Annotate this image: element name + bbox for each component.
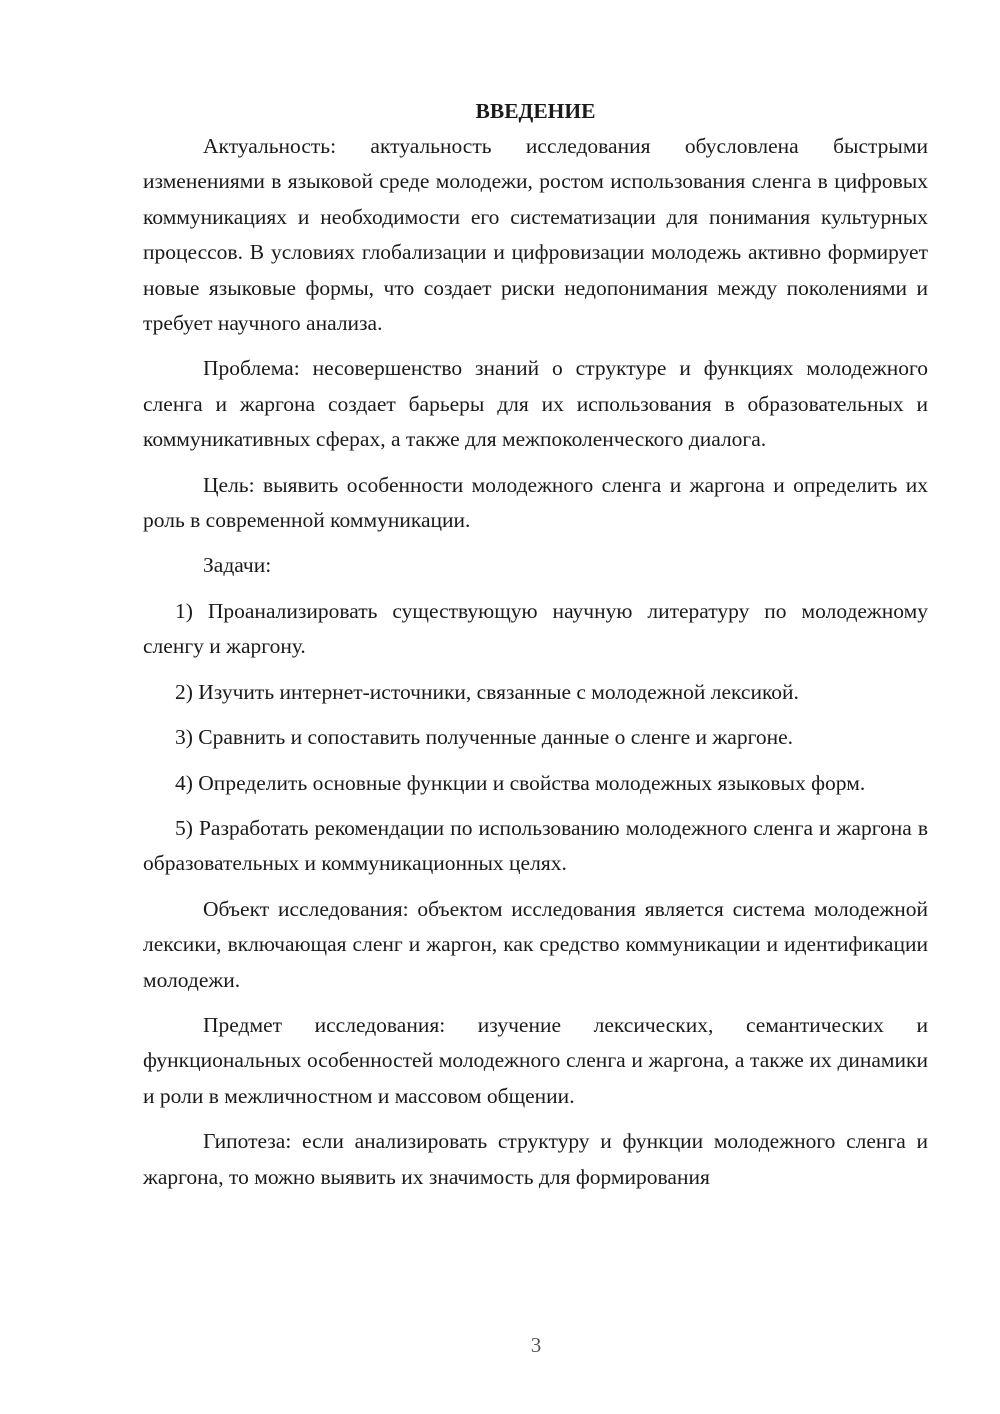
page-number: 3 xyxy=(530,1333,542,1357)
document-page xyxy=(143,94,928,1195)
task-item-2: 2) Изучить интернет-источники, связанные с молодежной лексикой. xyxy=(175,679,799,704)
paragraph-problem: Проблема: несовершенство знаний о структуре и функциях молодежного сленга и жаргона создает барьеры для их использования в образовательных и коммуникативных сферах, а также для межпоколенческого диалога. xyxy=(143,356,928,452)
paragraph-tasks-heading: Задачи: xyxy=(203,553,272,578)
paragraph-hypothesis: Гипотеза: если анализировать структуру и функции молодежного сленга и жаргона, то можно выявить их значимость для формирования xyxy=(143,1129,928,1189)
task-item-3: 3) Сравнить и сопоставить полученные данные о сленге и жаргоне. xyxy=(175,725,794,750)
paragraph-subject: Предмет исследования: изучение лексических, семантических и функциональных особенностей молодежного сленга и жаргона, а также их динамики и роли в межличностном и массовом общении. xyxy=(143,1012,928,1108)
task-item-5: 5) Разработать рекомендации по использованию молодежного сленга и жаргона в образовательных и коммуникационных целях. xyxy=(143,815,928,876)
section-title: ВВЕДЕНИЕ xyxy=(475,99,596,123)
task-item-1: 1) Проанализировать существующую научную литературу по молодежному сленгу и жаргону. xyxy=(143,598,928,659)
paragraph-object: Объект исследования: объектом исследования является система молодежной лексики, включающая сленг и жаргон, как средство коммуникации и идентификации молодежи. xyxy=(143,896,928,992)
paragraph-relevance: Актуальность: актуальность исследования обусловлена быстрыми изменениями в языковой среде молодежи, ростом использования сленга в цифровых коммуникациях и необходимости его систематизации для понимания культурных процессов. В условиях глобализации и цифровизации молодежь активно формирует новые языковые формы, что создает риски недопонимания между поколениями и требует научного анализа. xyxy=(143,134,928,336)
task-item-4: 4) Определить основные функции и свойства молодежных языковых форм. xyxy=(175,770,866,795)
paragraph-goal: Цель: выявить особенности молодежного сленга и жаргона и определить их роль в современной коммуникации. xyxy=(143,472,928,533)
